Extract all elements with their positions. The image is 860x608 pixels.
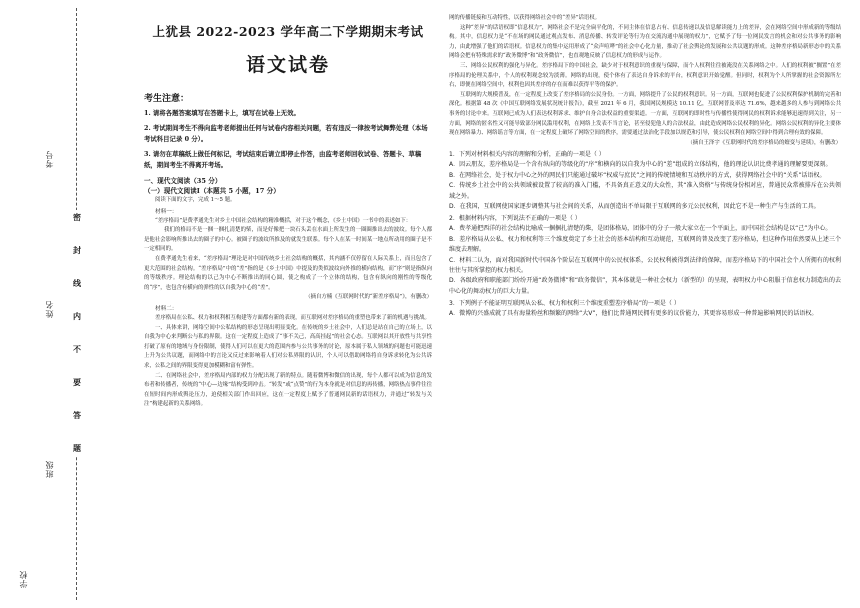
material2-paragraph: 三、网络公民权利的强化与异化。差序格局下的中国社会，缺少对于权利意识的重视与保障，而个人权利往往被淹没在关系网络之中。人们的权利被“搁置”在差序格局的伦理关系中，个人的权利观念较为淡薄。网络的出现，使个体有了表达自身诉求的平台，权利意识开始觉醒。但同时，权利为个人所掌握的社会资源所左右，即便在网络空间中，权利也因其差序的存在而难以获得平等的保护。 [449,62,841,89]
seal-char: 密 [73,212,81,222]
question-stem: 2．根据材料内容，下列说法不正确的一项是（ ） [449,215,581,223]
subsection-heading: （一）现代文阅读Ⅰ（本题共 5 小题，17 分） [144,187,280,195]
option-a[interactable]: A．费孝通把西洋的社会结构比喻成一捆捆扎清楚的柴，是团体格局，团体中的分子一般大家立在一个平面上，而中国社会结构是以“己”为中心。 [449,225,832,233]
material2-paragraph: 这种“差异”的话语权即“信息权力”，网络社会不是完全扁平化的，不同主体在信息占有、信息传递以及信息解读能力上的差异，会在网络空间中形成新的等级结构。其中，信息权力是“不在场的网民通过观点发布、消息传播、转发评论等行为在交流沟通中展现的权力”，它赋予了每一位网民发言的机会和对公共事务的影响力，由此增强了他们的话语权。信息权力的集中运用形成了“众声喧哗”的社会中心化力量，推动了社会舆论的发展和公共议题的形成。这种差序格局新形态中的关系网络会把有特殊需求的“政务微博”和“政务微信”，也直观地反映了信息权力的形成与运作。 [449,24,841,60]
name-field[interactable] [44,300,55,318]
option-a[interactable]: A．因云朋友，差序格局是一个含有纵向的等级化的“序”和横向的以自我为中心的“差”组成的立体结构，他的理论认识比费孝通的理解要更深刻。 [449,161,832,169]
question-stem: 3．下列例子不能证明互联网从公私、权力和权利三个维度重塑差序格局”的一项是（ ） [449,300,680,308]
notice-block [144,91,432,171]
material1-paragraph: “差序格局”是费孝通先生对乡土中国社会结构的精准概括，对于这个概念，《乡土中国》一书中的表述如下： [155,217,412,224]
material2-paragraph: 二、在网络社会中，差序格局内部的权力分配出现了新的特点。随着微博和微信的出现，每个人都可以成为信息的发布者和传播者，传统的“中心—边缘”结构受到冲击。“转发”或“点赞”的行为本身就是对信息的再传播，网络热点事件往往在短时间内形成舆论压力，迫使相关部门作出回应，这在一定程度上赋予了普通网民新的话语权力，并通过“转发与关注”构建起新的关系网络。 [144,372,432,408]
material1-quote: 我们的格局不是一捆一捆扎清楚的柴，而是好像把一块石头丢在水面上所发生的一圈圈推出去的波纹。每个人都是他社会影响所推出去的圈子的中心。被圈子的波纹所推及的就发生联系。每个人在某一时间某一地点所动用的圈子是不一定相同的。 [144,227,432,253]
seal-char: 封 [73,245,81,255]
notice-item: 2. 考试期间考生不得向监考老师提出任何与试卷内容相关问题，若有违反一律按考试舞弊处理（本场考试科目记录 0 分）。 [144,124,428,143]
notice-title: 考生注意： [144,94,190,104]
notice-item: 1. 请将各题答案填写在答题卡上，填写在试卷上无效。 [144,109,300,117]
question-1 [449,150,841,212]
class-label: 班级 [45,460,54,478]
material2-paragraph: 一、具体来讲，网络空间中公私结构的形态呈现出明显变化。在传统的乡土社会中，人们总是站在自己的立场上，以自我为中心来判断公与私的界限。这在一定程度上造成了“事不关己，高高挂起”的社会心态。互联网以其开放性与共享性打破了原有的地域与身份限制，使得人们可以在更大的范围内参与公共事务的讨论，原本属于私人领域的问题也可能迅速上升为公共议题，而网络中的言论又反过来影响着人们对公私界限的认识，个人可以借助网络将自身诉求转化为公共诉求，公私之间的界限变得更加模糊和富有弹性。 [144,324,432,369]
option-b[interactable]: B．在网络社会，处于权力中心之外的网民们只能通过破坏“权威与庶民”之间的传统情境和互动秩序的方式，获得网络社会中的“关系”话语权。 [449,171,826,179]
material2-source: （摘自王泽宇《互联网时代的差序格局的嬗变与延续》，有删改） [687,139,841,146]
seal-char: 内 [73,311,81,321]
exam-no-label: 考号 [45,150,54,168]
seal-char: 答 [73,410,81,420]
seal-warning [72,210,82,456]
school-field[interactable] [18,570,29,588]
material2-continuation: 网的传播链接和互动特性，以获得网络社会中的“差异”话语权。 [449,15,601,21]
school-label: 学校 [19,570,28,588]
material1-source: （摘自方楠《互联网时代的“新差序格局”》，有删改） [305,294,432,301]
class-field[interactable] [44,460,55,478]
exam-subject: 语文试卷 [245,54,330,76]
question-stem: 1．下列对材料相关内容的理解和分析，正确的一项是（ ） [449,151,605,159]
seal-char: 不 [73,344,81,354]
exam-no-field[interactable] [44,150,55,168]
binding-margin [0,0,138,608]
material1-label: 材料一： [155,208,178,215]
seal-char: 题 [73,443,81,453]
section-heading: 一、现代文阅读（35 分） [144,177,222,185]
seal-char: 要 [73,377,81,387]
option-a[interactable]: A．微博的兴盛成就了具有海量粉丝和频繁的网络“大V”，他们比普通网民拥有更多的议价能力，其更容易形成一种普遍影响网民的话语权。 [449,310,818,318]
option-c[interactable]: C．传统乡土社会中的公共领域被设置了较高的准入门槛，不具备真正意义的大众性，其“准入资格”与传统身份相对应，普通民众常被排斥在公共领域之外。 [449,182,841,200]
material2-label: 材料二： [155,305,178,312]
material1-paragraph: 在费孝通先生看来，“差序格局”理论是对中国传统乡土社会结构的概括，其内涵不仅停留在人际关系上，而且包含了更大范围的社会结构。“差序格局”中的“差”指的是《乡土中国》中提及的类似波纹向外推的横向结构，而“序”则是指纵向的等级秩序。理论结构的以己为中心不断推出的同心圆，使之构成了一个立体的结构，包含有纵向的刚性的等级化的“序”，也包含有横向的弹性的以自我为中心的“差”。 [144,255,432,291]
notice-item: 3. 请勿在草稿纸上做任何标记，考试结束后请立即停止作答，由监考老师回收试卷、答题卡、草稿纸，期间考生不得离开考场。 [144,150,422,169]
question-3 [449,299,841,319]
material2-paragraph: 互联网的大规模普及，在一定程度上改变了差序格局的公民身份。一方面，网络提升了公民的权利意识。另一方面，互联网也促进了公民权利保护机制的完善和深化。根据第 48 次《中国互联网络发展状况统计报告》，截至 2021 年 6 月，我国网民规模达 10.11 亿，互联网普及率达 71.6%，越来越多的人参与到网络公共事务的讨论中来。互联网已成为人们表达权利诉求、维护自身合法权益的重要渠道。一方面，互联网的即时性与传播性使得网民的权利诉求能够迅速得到关注，另一方面，网络的匿名性又可能导致部分网民滥用权利，在网络上发表不当言论，甚至侵犯他人的合法权益，由此造成网络公民权利的异化。网络公民权利的异化主要体现在网络暴力、网络谣言等方面，在一定程度上破坏了网络空间的秩序，需要通过法治化手段加以规范和引导，使公民权利在网络空间中得到合理有效的保障。 [449,91,841,137]
seal-char: 线 [73,278,81,288]
left-column [144,14,432,410]
right-column [449,14,841,320]
option-c[interactable]: C．材料二认为，面对我国新时代中国各个阶层在互联网中的公民权体系，公民权利被得到法律的保障，而差序格局下的中国社会个人所拥有的权利往往与其所掌控的权力相关。 [449,256,841,274]
question-2 [449,214,841,297]
material2-paragraph: 差序格局在公私、权力和权利相互构建等方面都有新的表现，而互联网对差序格局的重塑也带来了新的机遇与挑战。 [155,314,430,321]
exam-title: 上犹县 2022-2023 学年高二下学期期末考试 [152,24,424,39]
name-label: 姓名 [45,300,54,318]
option-d[interactable]: D．各级政府和职能部门纷纷开通“政务微博”和“政务微信”，其本体就是一种社会权力（新型的）的呈现，表明权力中心阻服于信息权力制造出的去中心化的舞动权力的巨大力量。 [449,277,841,295]
instruction: 阅读下面的文字，完成 1～5 题。 [155,197,236,203]
option-d[interactable]: D．在我国，互联网使国家逐步调整其与社会间的关系，从而创造出不单局限于互联网的多元公民权利，因此它不是一种生产与生活的工具。 [449,202,820,210]
option-b[interactable]: B．差序格局从公私、权力和权利等三个维度奠定了乡土社会的基本结构和互动规范，互联网的普及改变了差序格局，但这种作用依然要从上述三个维度去理解。 [449,235,841,254]
